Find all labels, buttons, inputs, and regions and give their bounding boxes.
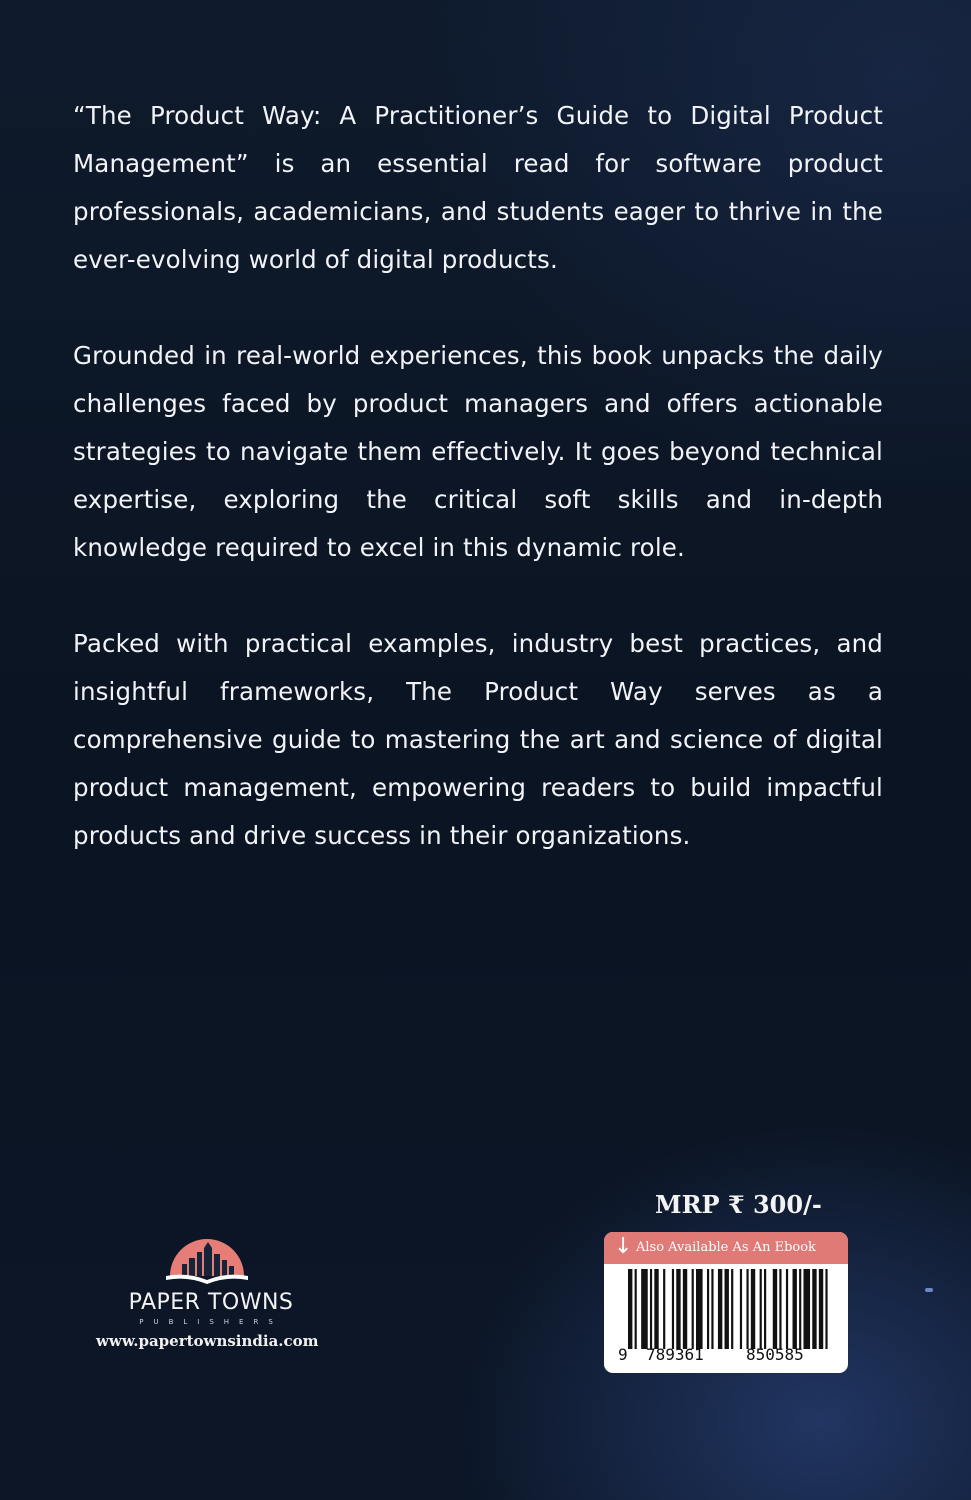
barcode-bar (786, 1269, 788, 1349)
barcode-bar (711, 1269, 713, 1349)
blurb-paragraph-2: Grounded in real-world experiences, this book unpacks the daily challenges faced by product managers and offers actionable strategies to navigate them effectively. It goes beyond technical expertise, exploring the critical soft skills and in-depth knowledge required to excel in this dynamic role. (73, 341, 883, 562)
barcode-bar (760, 1269, 762, 1349)
barcode-bar (803, 1269, 810, 1349)
barcode-bar (799, 1269, 801, 1349)
isbn-digits (614, 1345, 838, 1367)
barcode-bar (731, 1269, 733, 1349)
barcode-bar (725, 1269, 729, 1349)
barcode-bar (676, 1269, 680, 1349)
barcode-bar (812, 1269, 816, 1349)
barcode-bar (825, 1269, 827, 1349)
ebook-notice-text: Also Available As An Ebook (636, 1240, 816, 1255)
barcode-bar (641, 1269, 648, 1349)
barcode-bar (650, 1269, 652, 1349)
isbn-barcode-label (604, 1232, 848, 1373)
barcode-bar (740, 1269, 742, 1349)
barcode-bar (683, 1269, 687, 1349)
barcode-bar (635, 1269, 637, 1349)
barcode-bar (746, 1269, 748, 1349)
barcode-bar (819, 1269, 823, 1349)
barcode-bar (751, 1269, 755, 1349)
ebook-notice-strip (604, 1232, 848, 1264)
book-city-logo-icon (162, 1238, 252, 1288)
light-glint (925, 1288, 933, 1292)
publisher-name: PAPER TOWNS (128, 1290, 294, 1315)
barcode-bar (692, 1269, 694, 1349)
barcode-bar (764, 1269, 766, 1349)
blurb-paragraph-3: Packed with practical examples, industry best practices, and insightful frameworks, The Product Way serves as a comprehensive guide to mastering the art and science of digital product management, empowering readers to build impactful products and drive success in their organizations. (73, 629, 883, 850)
back-cover-blurb (73, 92, 883, 908)
mrp-price: MRP ₹ 300/- (655, 1190, 822, 1219)
barcode-bar (696, 1269, 703, 1349)
publisher-subtitle: PUBLISHERS (139, 1318, 283, 1326)
barcode-bar (779, 1269, 781, 1349)
barcode-bar (707, 1269, 709, 1349)
publisher-url: www.papertownsindia.com (96, 1332, 319, 1350)
barcode-bar (672, 1269, 674, 1349)
isbn-lead-digit: 9 (618, 1345, 628, 1364)
isbn-right-digits: 850585 (746, 1345, 804, 1364)
blurb-paragraph-1: “The Product Way: A Practitioner’s Guide to Digital Product Management” is an essential read for software product professionals, academicians, and students eager to thrive in the ever-evolving world of digital products. (73, 101, 883, 274)
barcode-bar (793, 1269, 797, 1349)
barcode-bar (773, 1269, 777, 1349)
barcode-bars (628, 1269, 832, 1349)
barcode-bar (628, 1269, 632, 1349)
barcode-bar (663, 1269, 665, 1349)
barcode-bar (654, 1269, 658, 1349)
down-arrow-icon: ↓ (614, 1234, 633, 1259)
isbn-left-digits: 789361 (646, 1345, 704, 1364)
barcode-bar (718, 1269, 722, 1349)
